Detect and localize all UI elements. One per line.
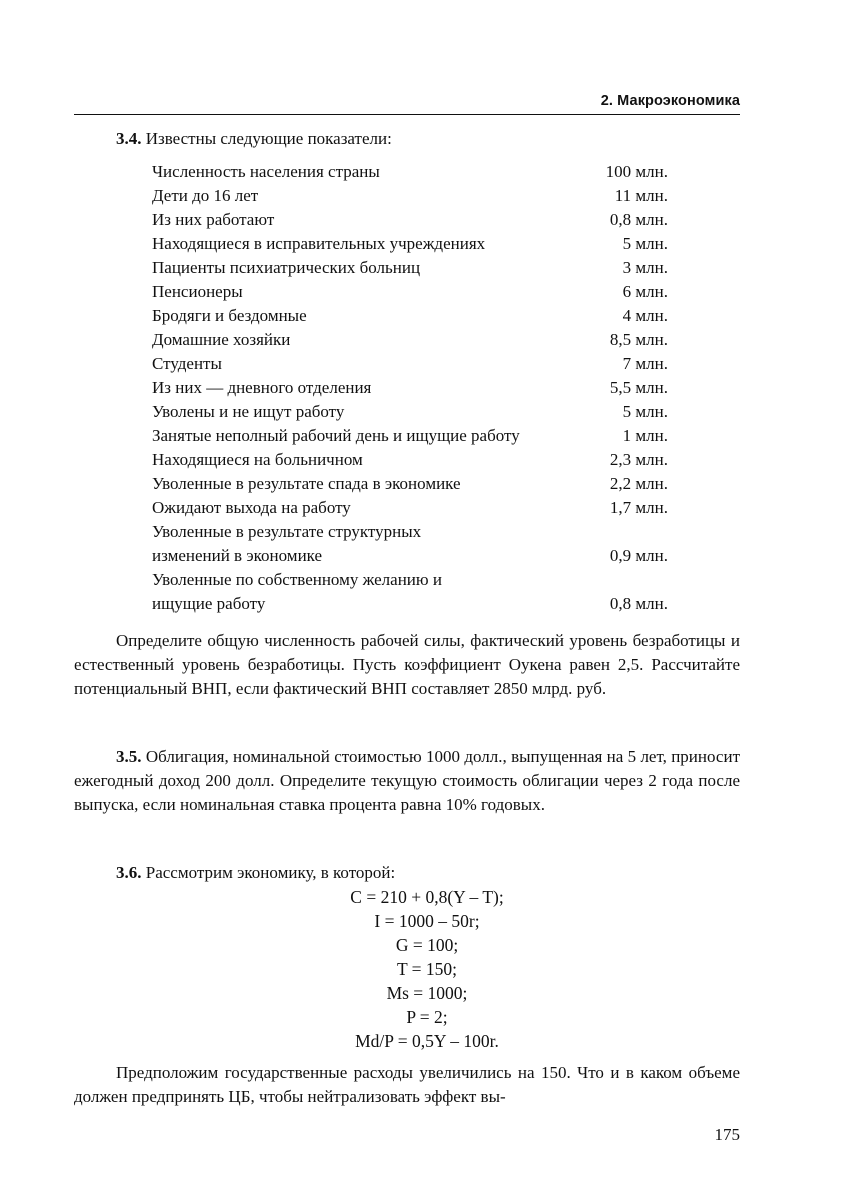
indicator-label: Бродяги и бездомные (152, 306, 307, 325)
equation-government: G = 100; (395, 935, 459, 955)
list-item (152, 256, 672, 280)
equation-consumption: C = 210 + 0,8(Y – T); (350, 887, 504, 907)
indicator-label: Пенсионеры (152, 282, 243, 301)
indicator-list (152, 160, 672, 616)
list-item (152, 304, 672, 328)
indicator-value: 3 млн. (622, 258, 668, 277)
problem-number: 3.4. (116, 129, 142, 148)
problem-number: 3.5. (116, 747, 142, 766)
indicator-label: Находящиеся в исправительных учреждениях (152, 234, 486, 253)
indicator-label: Пациенты психиатрических больниц (152, 258, 421, 277)
list-item (152, 280, 672, 304)
list-item (152, 328, 672, 352)
indicator-value: 1,7 млн. (609, 498, 668, 517)
indicator-value: 7 млн. (622, 354, 668, 373)
list-item (152, 472, 672, 496)
page-number: 175 (714, 1125, 740, 1144)
list-item (152, 424, 672, 448)
problem-number: 3.6. (116, 863, 142, 882)
list-item (152, 232, 672, 256)
equation-money-demand: Md/P = 0,5Y – 100r. (355, 1031, 499, 1051)
indicator-value: 1 млн. (622, 426, 668, 445)
indicator-value: 5,5 млн. (609, 378, 668, 397)
equation-system (0, 885, 842, 1053)
indicator-label: Из них — дневного отделения (152, 378, 372, 397)
indicator-value: 2,3 млн. (609, 450, 668, 469)
list-item (152, 160, 672, 184)
list-item (152, 448, 672, 472)
list-item (152, 496, 672, 520)
list-item (152, 376, 672, 400)
indicator-label: Уволены и не ищут работу (152, 402, 345, 421)
indicator-label: Из них работают (152, 210, 275, 229)
problem-3-6-task: Предположим государственные расходы увеличились на 150. Что и в каком объеме должен предпринять ЦБ, чтобы нейтрализовать эффект вы- (74, 1063, 740, 1106)
problem-3-6-heading (116, 861, 395, 885)
indicator-value: 0,8 млн. (609, 210, 668, 229)
equation-investment: I = 1000 – 50r; (374, 911, 480, 931)
indicator-label: Занятые неполный рабочий день и ищущие работу (152, 426, 520, 445)
indicator-label: Численность населения страны (152, 162, 380, 181)
indicator-value: 5 млн. (622, 402, 668, 421)
indicator-value: 4 млн. (622, 306, 668, 325)
list-item (152, 400, 672, 424)
indicator-label: Находящиеся на больничном (152, 450, 363, 469)
equation-price-level: P = 2; (406, 1007, 448, 1027)
problem-3-4-task: Определите общую численность рабочей силы, фактический уровень безработицы и естественный уровень безработицы. Пусть коэффициент Оукена равен 2,5. Рассчитайте потенциальный ВНП, если фактический ВНП составляет 2850 млрд. руб. (74, 631, 740, 698)
indicator-label: Ожидают выхода на работу (152, 498, 351, 517)
indicator-label: Уволенные в результате структурных изменений в экономике (152, 522, 422, 565)
indicator-value: 5 млн. (622, 234, 668, 253)
indicator-label: Домашние хозяйки (152, 330, 291, 349)
list-item (152, 520, 672, 568)
indicator-value: 8,5 млн. (609, 330, 668, 349)
running-header (74, 92, 740, 115)
indicator-value: 0,9 млн. (609, 546, 668, 565)
indicator-value: 100 млн. (605, 162, 668, 181)
problem-3-5 (74, 745, 740, 817)
equation-taxes: T = 150; (396, 959, 458, 979)
equation-money-supply: Ms = 1000; (386, 983, 468, 1003)
indicator-label: Уволенные в результате спада в экономике (152, 474, 461, 493)
problem-3-4-heading (116, 127, 392, 151)
indicator-value: 11 млн. (614, 186, 668, 205)
list-item (152, 208, 672, 232)
list-item (152, 184, 672, 208)
indicator-label: Уволенные по собственному желанию и ищущие работу (152, 570, 442, 613)
list-item (152, 568, 672, 616)
indicator-value: 0,8 млн. (609, 594, 668, 613)
problem-intro: Известны следующие показатели: (145, 129, 392, 148)
indicator-label: Студенты (152, 354, 222, 373)
indicator-value: 2,2 млн. (609, 474, 668, 493)
list-item (152, 352, 672, 376)
problem-intro: Рассмотрим экономику, в которой: (145, 863, 396, 882)
indicator-label: Дети до 16 лет (152, 186, 259, 205)
problem-text: Облигация, номинальной стоимостью 1000 долл., выпущенная на 5 лет, приносит ежегодный доход 200 долл. Определите текущую стоимость облигации через 2 года после выпуска, если номинальная ставка процента равна 10% годовых. (74, 747, 740, 814)
indicator-value: 6 млн. (622, 282, 668, 301)
chapter-title: 2. Макроэкономика (600, 93, 740, 109)
